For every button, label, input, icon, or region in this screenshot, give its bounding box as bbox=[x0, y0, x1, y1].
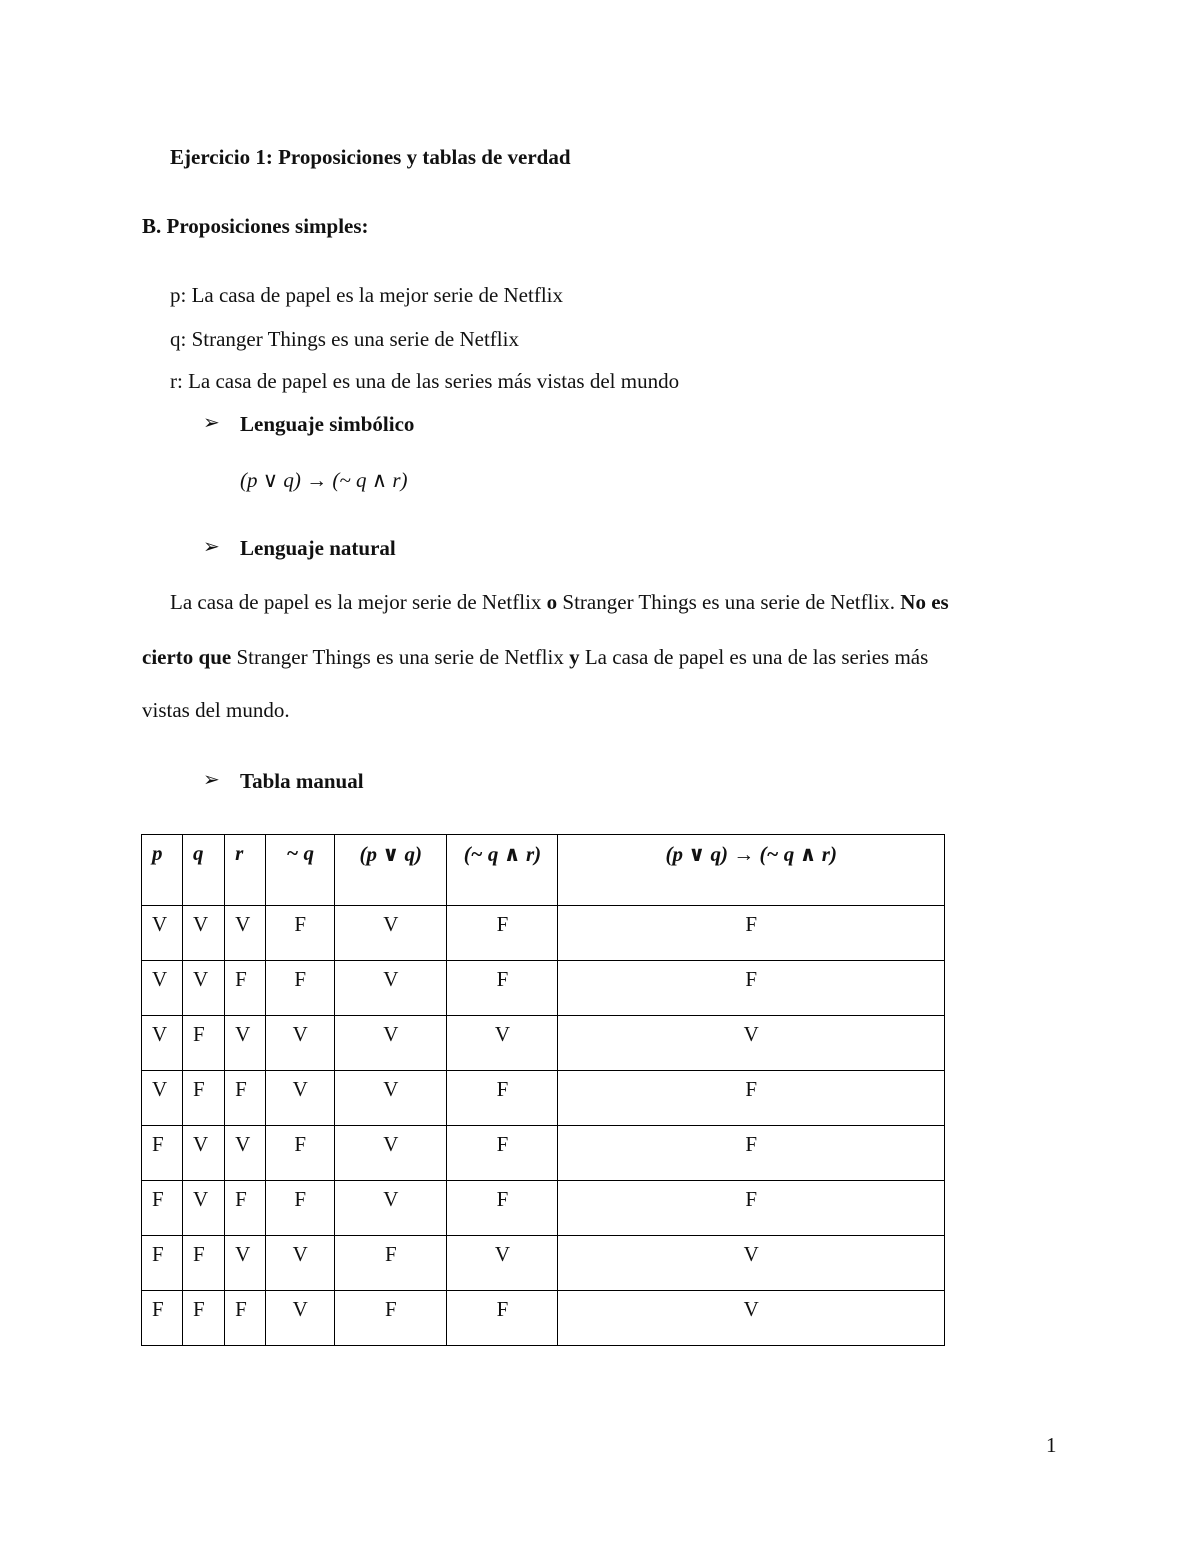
table-cell: V bbox=[447, 1236, 558, 1291]
table-cell: V bbox=[447, 1016, 558, 1071]
table-cell: V bbox=[335, 1126, 447, 1181]
table-cell: F bbox=[558, 961, 945, 1016]
table-cell: F bbox=[225, 1071, 266, 1126]
section-heading: B. Proposiciones simples: bbox=[142, 214, 369, 238]
table-cell: F bbox=[447, 906, 558, 961]
table-row bbox=[142, 1071, 945, 1126]
header-cell: r bbox=[225, 835, 266, 906]
arrow-bullet-icon: ➢ bbox=[203, 769, 220, 791]
arrow-bullet-icon: ➢ bbox=[203, 412, 220, 434]
table-cell: V bbox=[142, 1016, 183, 1071]
table-cell: F bbox=[266, 1126, 335, 1181]
table-cell: F bbox=[447, 961, 558, 1016]
table-cell: V bbox=[183, 1181, 225, 1236]
table-cell: F bbox=[558, 1071, 945, 1126]
table-cell: F bbox=[447, 1126, 558, 1181]
table-cell: F bbox=[447, 1291, 558, 1346]
table-cell: V bbox=[225, 1236, 266, 1291]
table-cell: F bbox=[558, 906, 945, 961]
proposition-r: r: La casa de papel es una de las series más vistas del mundo bbox=[170, 369, 680, 393]
manual-table-heading: Tabla manual bbox=[240, 769, 364, 793]
table-cell: V bbox=[558, 1291, 945, 1346]
table-cell: V bbox=[183, 906, 225, 961]
table-cell: V bbox=[266, 1071, 335, 1126]
table-row bbox=[142, 961, 945, 1016]
table-cell: F bbox=[266, 961, 335, 1016]
table-cell: V bbox=[335, 961, 447, 1016]
table-cell: V bbox=[225, 906, 266, 961]
symbolic-formula: (p ∨ q) → (~ q ∧ r) bbox=[240, 468, 408, 492]
table-row bbox=[142, 1291, 945, 1346]
table-cell: F bbox=[183, 1016, 225, 1071]
table-cell: F bbox=[335, 1291, 447, 1346]
table-cell: V bbox=[142, 1071, 183, 1126]
table-row bbox=[142, 1126, 945, 1181]
table-cell: V bbox=[335, 1181, 447, 1236]
table-cell: V bbox=[142, 906, 183, 961]
table-cell: F bbox=[266, 906, 335, 961]
header-cell: p bbox=[142, 835, 183, 906]
table-cell: V bbox=[266, 1236, 335, 1291]
table-cell: F bbox=[225, 961, 266, 1016]
table-cell: V bbox=[335, 1071, 447, 1126]
table-cell: V bbox=[335, 906, 447, 961]
table-cell: V bbox=[558, 1016, 945, 1071]
symbolic-heading: Lenguaje simbólico bbox=[240, 412, 415, 436]
header-cell: (~ q ∧ r) bbox=[447, 835, 558, 906]
table-row bbox=[142, 1016, 945, 1071]
table-row bbox=[142, 1236, 945, 1291]
header-cell: ~ q bbox=[266, 835, 335, 906]
table-cell: F bbox=[558, 1181, 945, 1236]
table-cell: F bbox=[447, 1181, 558, 1236]
table-cell: V bbox=[225, 1126, 266, 1181]
table-cell: V bbox=[142, 961, 183, 1016]
table-cell: F bbox=[558, 1126, 945, 1181]
table-cell: F bbox=[225, 1181, 266, 1236]
document-page: Ejercicio 1: Proposiciones y tablas de verdad B. Proposiciones simples: p: La casa de papel es la mejor serie de Netflix q: Stranger Things es una serie de Netflix r: La casa de papel es una de las series más vistas del mundo ➢ Lenguaje simbólico (p ∨ q) → (~ q ∧ r) ➢ Lenguaje natural La casa de papel es la mejor serie de Netflix o Stranger Things es una serie de Netflix. No es cierto que Stranger Things es una serie de Netflix y La casa de papel es una de las series más vistas del mundo. ➢ Tabla manual p q r ~ q (p ∨ q) (~ q ∧ r) (p ∨ q) → (~ q ∧ r) V V V F V F F V V F F V F F V F V V V V V V F F V V F F F V V F V F F F V F F V F F F F V V F V V F F F V F F V 1 bbox=[142, 145, 1057, 1457]
table-cell: V bbox=[183, 961, 225, 1016]
table-cell: F bbox=[142, 1236, 183, 1291]
table-cell: F bbox=[142, 1181, 183, 1236]
table-cell: F bbox=[142, 1291, 183, 1346]
table-cell: V bbox=[225, 1016, 266, 1071]
header-cell: (p ∨ q) bbox=[335, 835, 447, 906]
table-cell: V bbox=[335, 1016, 447, 1071]
truth-table-header-row bbox=[142, 835, 945, 906]
natural-heading: Lenguaje natural bbox=[240, 536, 396, 560]
table-cell: F bbox=[335, 1236, 447, 1291]
header-cell: (p ∨ q) → (~ q ∧ r) bbox=[558, 835, 945, 906]
table-row bbox=[142, 906, 945, 961]
table-cell: V bbox=[183, 1126, 225, 1181]
page-number: 1 bbox=[1046, 1433, 1057, 1457]
proposition-p: p: La casa de papel es la mejor serie de Netflix bbox=[170, 283, 563, 307]
table-cell: F bbox=[142, 1126, 183, 1181]
table-cell: V bbox=[266, 1016, 335, 1071]
table-cell: F bbox=[266, 1181, 335, 1236]
table-cell: F bbox=[225, 1291, 266, 1346]
header-cell: q bbox=[183, 835, 225, 906]
table-cell: V bbox=[558, 1236, 945, 1291]
proposition-q: q: Stranger Things es una serie de Netflix bbox=[170, 327, 519, 351]
truth-table bbox=[141, 834, 945, 1346]
table-cell: V bbox=[266, 1291, 335, 1346]
arrow-bullet-icon: ➢ bbox=[203, 536, 220, 558]
document-title: Ejercicio 1: Proposiciones y tablas de verdad bbox=[170, 145, 571, 169]
table-cell: F bbox=[183, 1236, 225, 1291]
table-row bbox=[142, 1181, 945, 1236]
table-cell: F bbox=[447, 1071, 558, 1126]
table-cell: F bbox=[183, 1071, 225, 1126]
table-cell: F bbox=[183, 1291, 225, 1346]
